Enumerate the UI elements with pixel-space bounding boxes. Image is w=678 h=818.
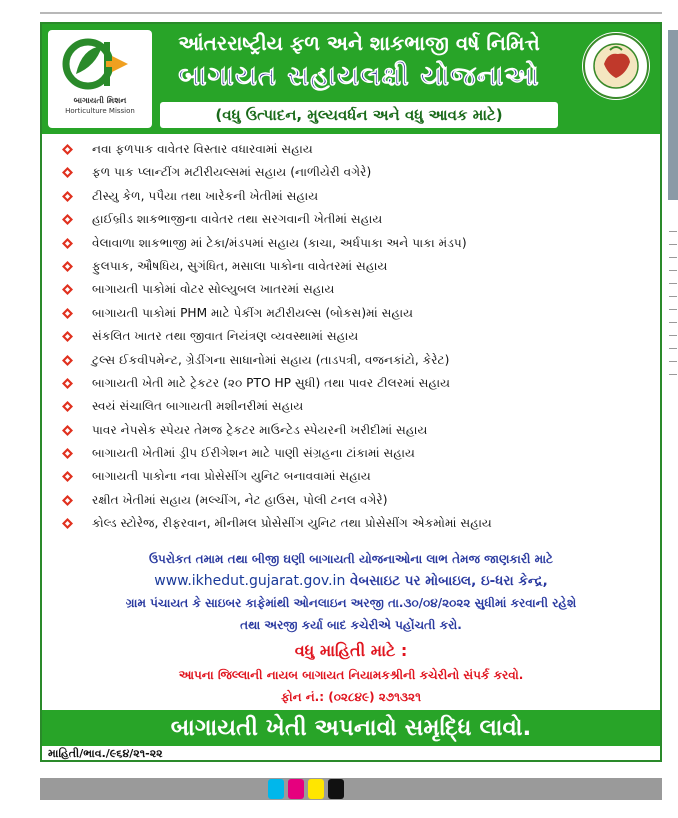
page-title: બાગાયત સહાયલક્ષી યોજનાઓ bbox=[178, 61, 540, 92]
yellow-swatch bbox=[308, 779, 324, 799]
diamond-bullet-icon bbox=[62, 355, 73, 366]
application-info bbox=[42, 548, 660, 708]
list-item-text: બાગાયતી ખેતીમાં ડ્રીપ ઈરીગેશન માટે પાણી સંગ્રહના ટાંકામાં સહાય bbox=[92, 446, 415, 461]
diamond-bullet-icon bbox=[62, 448, 73, 459]
list-item-text: બાગાયતી ખેતી માટે ટ્રેકટર (૨૦ PTO HP સુધી) તથા પાવર ટીલરમાં સહાય bbox=[92, 375, 451, 390]
list-item-text: ટુલ્સ ઈકવીપમેન્ટ, ગ્રેડીંગના સાધાનોમાં સહાય (તાડપત્રી, વજનકાંટો, કેરેટ) bbox=[92, 352, 450, 367]
list-item-text: ટીસ્યુ કેળ, પપૈયા તથા ખારેકની ખેતીમાં સહાય bbox=[92, 188, 319, 203]
diamond-bullet-icon bbox=[62, 261, 73, 272]
list-item bbox=[52, 442, 652, 465]
list-item-text: કોલ્ડ સ્ટોરેજ, રીફરવાન, મીનીમલ પ્રોસેસીંગ યુનિટ તથા પ્રોસેસીંગ એકમોમાં સહાય bbox=[92, 516, 492, 531]
list-item bbox=[52, 302, 652, 325]
list-item-text: નવા ફળપાક વાવેતર વિસ્તાર વધારવામાં સહાય bbox=[92, 142, 313, 156]
list-item-text: બાગાયતી પાકોમાં વોટર સોલ્યુબલ ખાતરમાં સહાય bbox=[92, 282, 335, 297]
list-item-text: બાગાયતી પાકોમાં PHM માટે પેકીંગ મટીરીયલ્સ (બોકસ)માં સહાય bbox=[92, 305, 414, 320]
logo-caption bbox=[48, 96, 152, 116]
list-item bbox=[52, 512, 652, 535]
list-item bbox=[52, 325, 652, 348]
list-item bbox=[52, 372, 652, 395]
diamond-bullet-icon bbox=[62, 308, 73, 319]
color-swatches bbox=[268, 779, 344, 799]
top-rule bbox=[40, 12, 662, 14]
diamond-bullet-icon bbox=[62, 425, 73, 436]
website-link[interactable]: www.ikhedut.gujarat.gov.in bbox=[154, 573, 346, 589]
government-seal-icon bbox=[580, 30, 652, 102]
cyan-swatch bbox=[268, 779, 284, 799]
horticulture-mission-logo bbox=[48, 30, 152, 128]
text-line bbox=[669, 261, 677, 271]
list-item bbox=[52, 255, 652, 278]
cta-line-2 bbox=[42, 570, 660, 592]
list-item-text: વેલાવાળા શાકભાજી માં ટેકા/મંડપમાં સહાય (કાચા, અર્ધપાકા અને પાકા મંડપ) bbox=[92, 235, 467, 250]
header-subtitle: (વધુ ઉત્પાદન, મુલ્યવર્ધન અને વધુ આવક માટે) bbox=[160, 102, 558, 128]
cta-line-1: ઉપરોકત તમામ તથા બીજી ઘણી બાગાયતી યોજનાઓના લાભ તેમજ જાણકારી માટે bbox=[148, 552, 554, 566]
scheme-list bbox=[52, 138, 652, 536]
ad-header bbox=[42, 24, 660, 134]
list-item-text: ફુલપાક, ઔષધિય, સુગંધિત, મસાલા પાકોના વાવેતરમાં સહાય bbox=[92, 258, 388, 273]
list-item-text: ફળ પાક પ્લાન્ટીંગ મટીરીયલ્સમાં સહાય (નાળીયેરી વગેરે) bbox=[92, 165, 372, 180]
list-item bbox=[52, 161, 652, 184]
cta-line-3: ગ્રામ પંચાયત કે સાઇબર કાફેમાંથી ઓનલાઇન અરજી તા.૩૦/૦૪/૨૦૨૨ સુધીમાં કરવાની રહેશે bbox=[125, 596, 577, 610]
diamond-bullet-icon bbox=[62, 238, 73, 249]
list-item bbox=[52, 208, 652, 231]
text-line bbox=[669, 287, 677, 297]
list-item-text: બાગાયતી પાકોના નવા પ્રોસેસીંગ યુનિટ બનાવવામાં સહાય bbox=[92, 469, 371, 484]
text-line bbox=[669, 365, 677, 375]
text-line bbox=[669, 222, 677, 232]
list-item bbox=[52, 395, 652, 418]
adjacent-text bbox=[669, 222, 677, 378]
list-item-text: રક્ષીત ખેતીમાં સહાય (મલ્ચીંગ, નેટ હાઉસ, પોલી ટનલ વગેરે) bbox=[92, 492, 388, 507]
list-item bbox=[52, 138, 652, 161]
advertisement bbox=[40, 22, 662, 762]
diamond-bullet-icon bbox=[62, 167, 73, 178]
list-item bbox=[52, 489, 652, 512]
diamond-bullet-icon bbox=[62, 401, 73, 412]
release-reference: માહિતી/ભાવ./૯૬૪/૨૧-૨૨ bbox=[48, 747, 163, 760]
adjacent-column bbox=[668, 22, 678, 762]
text-line bbox=[669, 352, 677, 362]
list-item-text: હાઈબ્રીડ શાકભાજીના વાવેતર તથા સરગવાની ખેતીમાં સહાય bbox=[92, 212, 383, 227]
more-info-contact: આપના જિલ્લાની નાયબ બાગાયત નિયામકશ્રીની કચેરીનો સંપર્ક કરવો. bbox=[178, 668, 524, 682]
text-line bbox=[669, 235, 677, 245]
diamond-bullet-icon bbox=[62, 378, 73, 389]
diamond-bullet-icon bbox=[62, 284, 73, 295]
cta-line-2-rest: વેબસાઇટ પર મોબાઇલ, ઇ-ધરા કેન્દ્ર, bbox=[345, 573, 548, 589]
logo-text-gujarati: બાગાયતી મિશન bbox=[73, 96, 127, 105]
text-line bbox=[669, 274, 677, 284]
text-line bbox=[669, 339, 677, 349]
list-item bbox=[52, 349, 652, 372]
diamond-bullet-icon bbox=[62, 331, 73, 342]
diamond-bullet-icon bbox=[62, 144, 73, 155]
diamond-bullet-icon bbox=[62, 214, 73, 225]
text-line bbox=[669, 326, 677, 336]
list-item-text: સ્વયં સંચાલિત બાગાયતી મશીનરીમાં સહાય bbox=[92, 399, 304, 414]
phone-number: ફોન નં.: (૦૨૮૪૯) ૨૭૧૩૨૧ bbox=[281, 690, 421, 704]
text-line bbox=[669, 248, 677, 258]
logo-text-english: Horticulture Mission bbox=[65, 107, 135, 115]
slogan-banner: બાગાયતી ખેતી અપનાવો સમૃદ્ધિ લાવો. bbox=[42, 710, 660, 746]
magenta-swatch bbox=[288, 779, 304, 799]
black-swatch bbox=[328, 779, 344, 799]
print-registration-strip bbox=[40, 778, 662, 800]
list-item bbox=[52, 185, 652, 208]
header-occasion-line: આંતરરાષ્ટ્રીય ફળ અને શાકભાજી વર્ષ નિમિત્તે bbox=[178, 31, 540, 55]
more-info-title: વધુ માહિતી માટે : bbox=[294, 641, 408, 660]
list-item bbox=[52, 465, 652, 488]
text-line bbox=[669, 313, 677, 323]
list-item bbox=[52, 419, 652, 442]
list-item-text: સંકલિત ખાતર તથા જીવાત નિયંત્રણ વ્યવસ્થામાં સહાય bbox=[92, 329, 359, 344]
diamond-bullet-icon bbox=[62, 495, 73, 506]
list-item bbox=[52, 278, 652, 301]
diamond-bullet-icon bbox=[62, 191, 73, 202]
diamond-bullet-icon bbox=[62, 518, 73, 529]
cta-line-4: તથા અરજી કર્યા બાદ કચેરીએ પહોંચતી કરો. bbox=[240, 618, 462, 632]
diamond-bullet-icon bbox=[62, 471, 73, 482]
adjacent-photo bbox=[668, 30, 678, 200]
text-line bbox=[669, 300, 677, 310]
list-item bbox=[52, 232, 652, 255]
leaf-arrow-logo-icon bbox=[62, 34, 140, 94]
list-item-text: પાવર નેપસેક સ્પેયર તેમજ ટ્રેકટર માઉન્ટેડ સ્પેયરની ખરીદીમાં સહાય bbox=[92, 422, 428, 437]
